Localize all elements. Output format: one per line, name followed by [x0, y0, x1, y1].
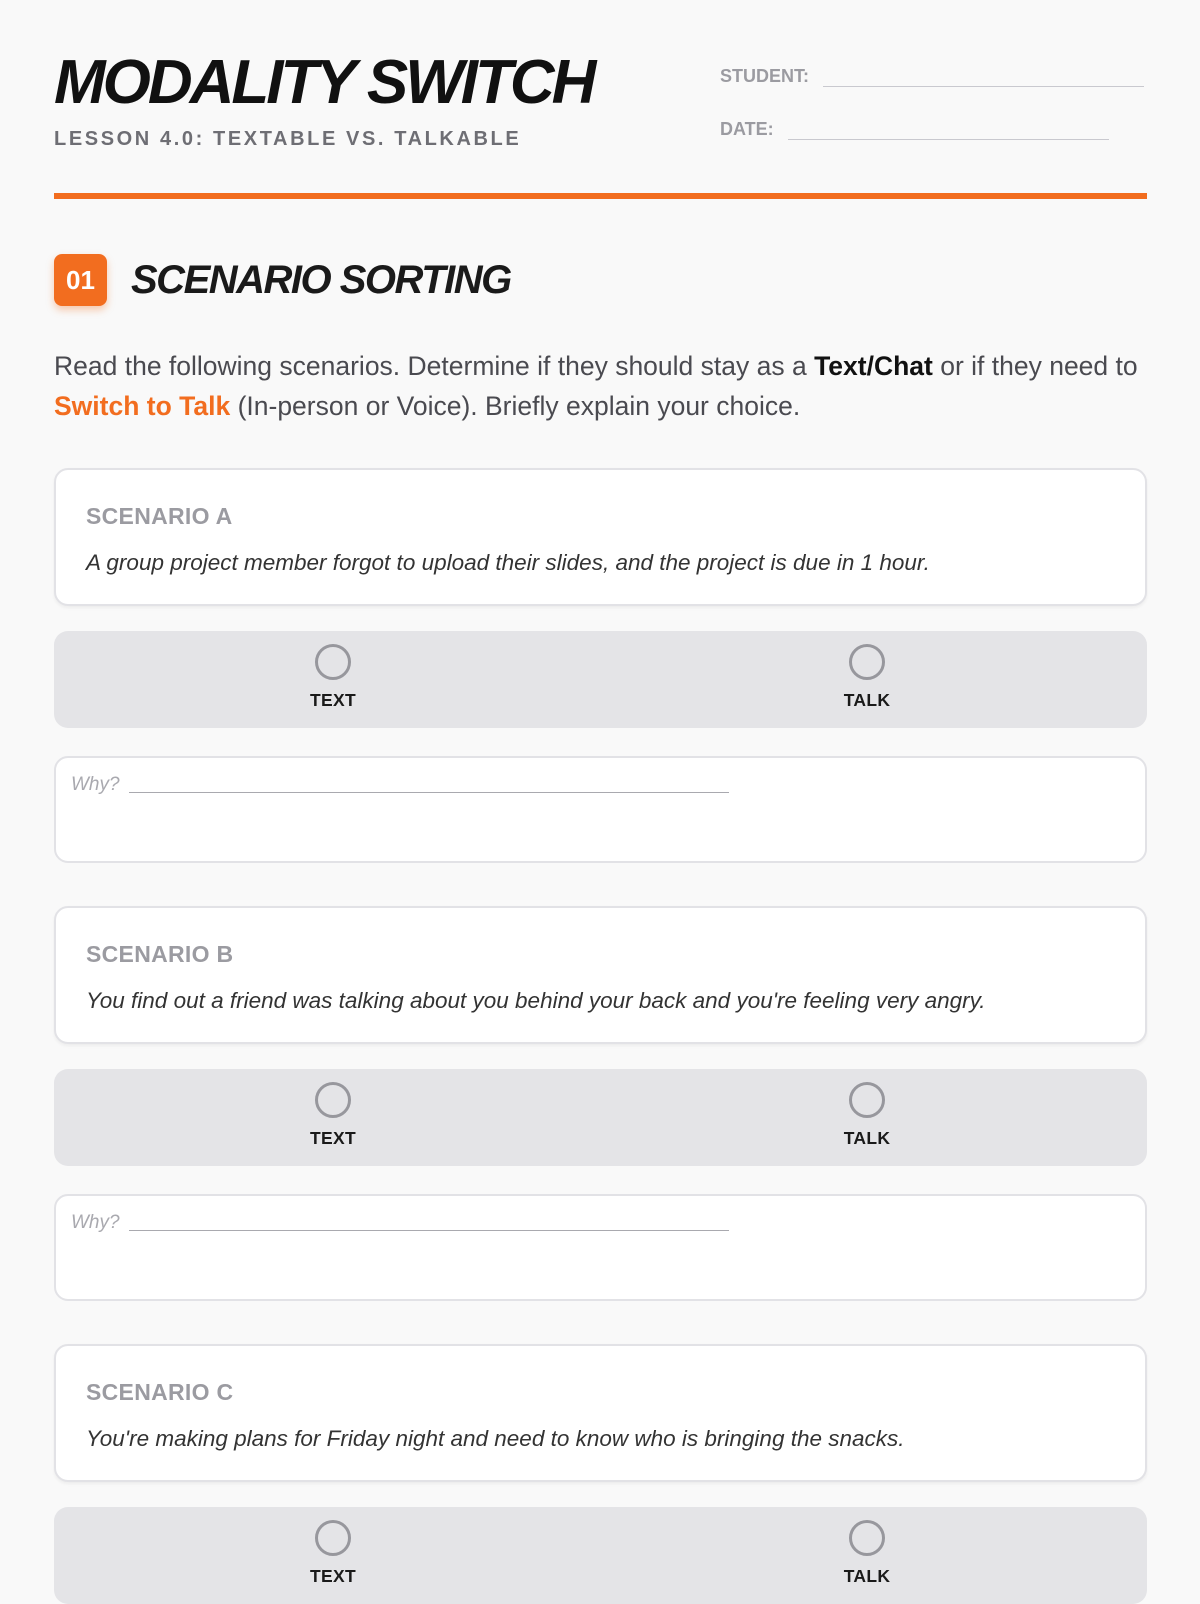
talk-option-label: TALK: [843, 1128, 891, 1148]
date-field: [720, 115, 1109, 140]
talk-radio[interactable]: [849, 644, 885, 680]
scenario-text: You find out a friend was talking about you behind your back and you're feeling very angry.: [86, 988, 986, 1013]
worksheet-page: [54, 0, 1147, 1586]
text-option[interactable]: [273, 1520, 393, 1587]
talk-option-label: TALK: [843, 1566, 891, 1586]
student-name-line[interactable]: [823, 62, 1144, 87]
scenario-text: A group project member forgot to upload their slides, and the project is due in 1 hour.: [86, 550, 930, 575]
text-radio[interactable]: [315, 644, 351, 680]
section-number-badge: 01: [54, 254, 107, 306]
why-answer-box[interactable]: [54, 1194, 1147, 1301]
choice-bar: [54, 1069, 1147, 1166]
choice-bar: [54, 1507, 1147, 1604]
scenario-label: SCENARIO C: [86, 1379, 234, 1405]
talk-option[interactable]: [807, 1082, 927, 1149]
lesson-subtitle: LESSON 4.0: TEXTABLE VS. TALKABLE: [54, 128, 522, 150]
talk-radio[interactable]: [849, 1520, 885, 1556]
scenario-card: [54, 468, 1147, 606]
scenario-text: You're making plans for Friday night and need to know who is bringing the snacks.: [86, 1426, 905, 1451]
text-option-label: TEXT: [310, 1128, 356, 1148]
date-label: DATE:: [720, 119, 774, 139]
student-field: [720, 62, 1144, 87]
switch-to-talk-emphasis: Switch to Talk: [54, 391, 231, 421]
text-radio[interactable]: [315, 1520, 351, 1556]
worksheet-header: [54, 0, 1147, 200]
section-heading: [54, 254, 511, 306]
talk-radio[interactable]: [849, 1082, 885, 1118]
student-label: STUDENT:: [720, 66, 809, 86]
why-answer-line[interactable]: [129, 792, 729, 793]
text-option[interactable]: [273, 1082, 393, 1149]
text-option-label: TEXT: [310, 690, 356, 710]
text-option-label: TEXT: [310, 1566, 356, 1586]
talk-option[interactable]: [807, 1520, 927, 1587]
instructions-part1: Read the following scenarios. Determine if they should stay as a: [54, 351, 815, 381]
text-radio[interactable]: [315, 1082, 351, 1118]
section-title: SCENARIO SORTING: [131, 257, 511, 302]
page-title: MODALITY SWITCH: [54, 48, 594, 117]
scenario-card: [54, 1344, 1147, 1482]
text-option[interactable]: [273, 644, 393, 711]
scenario-label: SCENARIO A: [86, 503, 233, 529]
date-line[interactable]: [788, 115, 1109, 140]
why-label: Why?: [71, 774, 120, 795]
talk-option-label: TALK: [843, 690, 891, 710]
text-chat-emphasis: Text/Chat: [814, 351, 933, 381]
talk-option[interactable]: [807, 644, 927, 711]
choice-bar: [54, 631, 1147, 728]
why-label: Why?: [71, 1212, 120, 1233]
header-divider: [54, 193, 1147, 199]
instructions-part2: or if they need to: [932, 351, 1138, 381]
instructions: [54, 346, 1147, 426]
scenario-card: [54, 906, 1147, 1044]
scenario-label: SCENARIO B: [86, 941, 234, 967]
instructions-part3: (In-person or Voice). Briefly explain your choice.: [230, 391, 801, 421]
why-answer-line[interactable]: [129, 1230, 729, 1231]
why-answer-box[interactable]: [54, 756, 1147, 863]
